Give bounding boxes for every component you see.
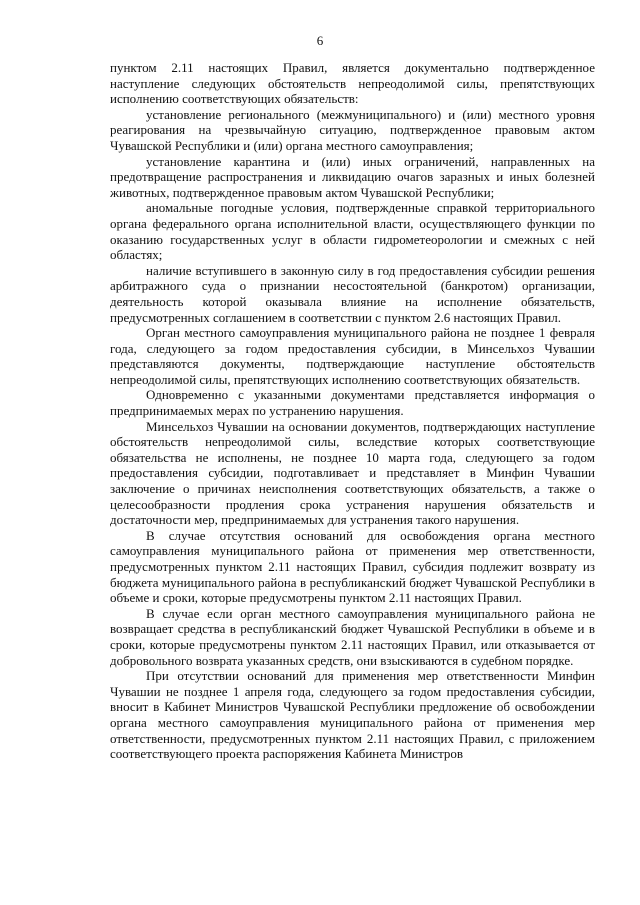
paragraph-8: Минсельхоз Чувашии на основании документов, подтверждающих наступление обстоятельств непреодолимой силы, вследствие которых соответствующие обязательства не исполнены, не позднее 10 марта года, следующего за годом предоставления субсидии, подготавливает и представляет в Минфин Чувашии заключение о причинах неисполнения соответствующих обязательств, а также о целесообразности продления срока устранения нарушения обязательств и достаточности мер, предпринимаемых для устранения такого нарушения. (110, 418, 595, 528)
page-number: 6 (316, 33, 324, 48)
paragraph-6: Орган местного самоуправления муниципального района не позднее 1 февраля года, следующего за годом предоставления субсидии, в Минсельхоз Чувашии представляются документы, подтверждающие наступление обстоятельств непреодолимой силы, препятствующих исполнению соответствующих обязательств. (110, 325, 595, 387)
paragraph-4: аномальные погодные условия, подтвержденные справкой территориального органа федерального органа исполнительной власти, осуществляющего функции по оказанию государственных услуг в области гидрометеорологии и смежных с ней областях; (110, 200, 595, 263)
paragraph-2: установление регионального (межмуниципального) и (или) местного уровня реагирования на чрезвычайную ситуацию, подтвержденное правовым актом Чувашской Республики и (или) органа местного самоуправления; (110, 106, 595, 153)
paragraph-9: В случае отсутствия оснований для освобождения органа местного самоуправления муниципального района от применения мер ответственности, предусмотренных пунктом 2.11 настоящих Правил, субсидия подлежит возврату из бюджета муниципального района в республиканский бюджет Чувашской Республики в объеме и сроки, которые предусмотрены пунктом 2.11 настоящих Правил. (110, 527, 595, 606)
paragraph-3: установление карантина и (или) иных ограничений, направленных на предотвращение распространения и ликвидацию очагов заразных и иных болезней животных, подтвержденное правовым актом Чувашской Республики; (110, 153, 595, 200)
paragraph-5: наличие вступившего в законную силу в год предоставления субсидии решения арбитражного суда о признании несостоятельной (банкротом) организации, деятельность которой оказывала влияние на исполнение обязательств, предусмотренных соглашением в соответствии с пунктом 2.6 настоящих Правил. (110, 262, 595, 325)
paragraph-11: При отсутствии оснований для применения мер ответственности Минфин Чувашии не позднее 1 апреля года, следующего за годом предоставления субсидии, вносит в Кабинет Министров Чувашской Республики предложение об освобождении органа местного самоуправления муниципального района от применения мер ответственности, предусмотренных пунктом 2.11 настоящих Правил, с приложением соответствующего проекта распоряжения Кабинета Министров (110, 668, 595, 762)
paragraph-7: Одновременно с указанными документами представляется информация о предпринимаемых мерах по устранению нарушения. (110, 387, 595, 419)
document-body (110, 60, 595, 762)
paragraph-10: В случае если орган местного самоуправления муниципального района не возвращает средства в республиканский бюджет Чувашской Республики в объеме и в сроки, которые предусмотрены пунктом 2.11 настоящих Правил, или отказывается от добровольного возврата указанных средств, они взыскиваются в судебном порядке. (110, 605, 595, 668)
paragraph-1: пунктом 2.11 настоящих Правил, является документально подтвержденное наступление следующих обстоятельств непреодолимой силы, препятствующих исполнению соответствующих обязательств: (110, 60, 595, 107)
